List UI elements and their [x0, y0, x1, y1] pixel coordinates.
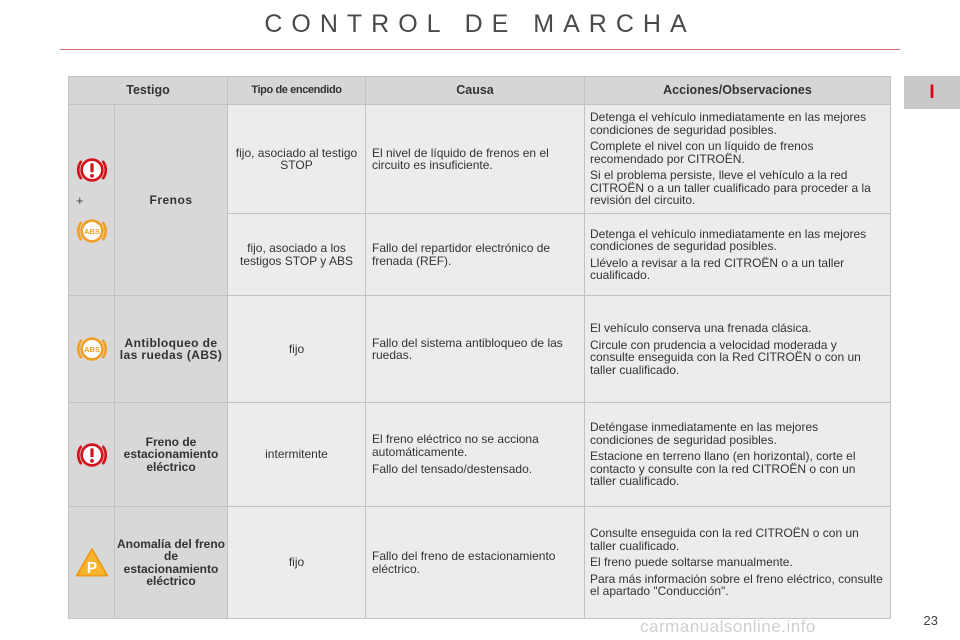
- causa: [366, 105, 585, 214]
- testigo-icons-abs: [69, 296, 115, 403]
- accion-text: Circule con prudencia a velocidad moderada y consulte enseguida con la Red CITROËN o con un taller cualificado.: [590, 337, 861, 377]
- accion-text: Detenga el vehículo inmediatamente en las mejores condiciones de seguridad posibles.: [590, 110, 867, 137]
- testigo-name: Anomalía del freno de estacionamiento eléctrico: [115, 507, 228, 619]
- page-number: 23: [923, 613, 938, 628]
- section-tab[interactable]: I: [904, 76, 960, 109]
- acciones: [585, 105, 891, 214]
- accion-text: Para más información sobre el freno eléctrico, consulte el apartado "Conducción".: [590, 571, 883, 599]
- acciones: [585, 296, 891, 403]
- tipo-encendido: fijo: [228, 507, 366, 619]
- causa-text: Fallo del tensado/destensado.: [372, 462, 533, 477]
- abs-warning-icon: [74, 213, 110, 249]
- tipo-encendido: fijo: [228, 296, 366, 403]
- testigo-icons-anomalia: [69, 507, 115, 619]
- tipo-encendido: fijo, asociado a los testigos STOP y ABS: [228, 214, 366, 296]
- acciones: [585, 214, 891, 296]
- watermark: carmanualsonline.info: [640, 617, 816, 636]
- accion-text: Estacione en terreno llano (en horizontal), corte el contacto y consulte con la red CITROËN o con un taller cualificado.: [590, 449, 856, 489]
- testigo-name: Freno de estacionamiento eléctrico: [115, 403, 228, 507]
- testigo-name: Antibloqueo de las ruedas (ABS): [115, 296, 228, 403]
- header-acciones: Acciones/Observaciones: [585, 77, 891, 105]
- table-row: [69, 403, 891, 507]
- causa: [366, 214, 585, 296]
- table-header-row: [69, 77, 891, 105]
- causa: [366, 296, 585, 403]
- causa-text: El nivel de líquido de frenos en el circuito es insuficiente.: [372, 145, 549, 172]
- brake-warning-icon: [74, 437, 110, 473]
- page-title: CONTROL DE MARCHA: [264, 10, 696, 38]
- accion-text: Detenga el vehículo inmediatamente en las mejores condiciones de seguridad posibles.: [590, 226, 867, 253]
- accion-text: Deténgase inmediatamente en las mejores condiciones de seguridad posibles.: [590, 420, 819, 447]
- causa-text: El freno eléctrico no se acciona automáticamente.: [372, 432, 539, 459]
- tipo-encendido: intermitente: [228, 403, 366, 507]
- accion-text: Consulte enseguida con la red CITROËN o con un taller cualificado.: [590, 526, 859, 553]
- tipo-encendido: fijo, asociado al testigo STOP: [228, 105, 366, 214]
- abs-warning-icon: [74, 331, 110, 367]
- table-row: [69, 296, 891, 403]
- causa: [366, 403, 585, 507]
- header-tipo: Tipo de encendido: [228, 77, 366, 105]
- parking-brake-fault-icon: [74, 545, 110, 581]
- accion-text: Complete el nivel con un líquido de frenos recomendado por CITROËN.: [590, 139, 814, 166]
- svg-text:P: P: [86, 559, 97, 577]
- header-causa: Causa: [366, 77, 585, 105]
- plus-sign: +: [76, 192, 84, 208]
- svg-text:ABS: ABS: [83, 226, 100, 236]
- accion-text: El freno puede soltarse manualmente.: [590, 555, 793, 570]
- testigo-icons-freno-estacionamiento: [69, 403, 115, 507]
- acciones: [585, 507, 891, 619]
- brake-warning-icon: [74, 152, 110, 188]
- testigo-icons-frenos: [69, 105, 115, 296]
- accion-text: El vehículo conserva una frenada clásica.: [590, 321, 812, 335]
- causa-text: Fallo del sistema antibloqueo de las ruedas.: [372, 335, 563, 362]
- causa: [366, 507, 585, 619]
- svg-text:ABS: ABS: [83, 344, 100, 354]
- title-divider: [60, 49, 900, 50]
- causa-text: Fallo del repartidor electrónico de frenada (REF).: [372, 241, 551, 268]
- acciones: [585, 403, 891, 507]
- header-testigo: Testigo: [69, 77, 228, 105]
- warning-lights-table: [68, 76, 891, 619]
- accion-text: Si el problema persiste, lleve el vehículo a la red CITROËN o a un taller cualificado para proceder a la revisión del circuito.: [590, 168, 871, 208]
- table-row: [69, 507, 891, 619]
- testigo-name: Frenos: [115, 105, 228, 296]
- causa-text: Fallo del freno de estacionamiento eléctrico.: [372, 549, 556, 576]
- accion-text: Llévelo a revisar a la red CITROËN o a un taller cualificado.: [590, 255, 845, 282]
- table-row: [69, 105, 891, 214]
